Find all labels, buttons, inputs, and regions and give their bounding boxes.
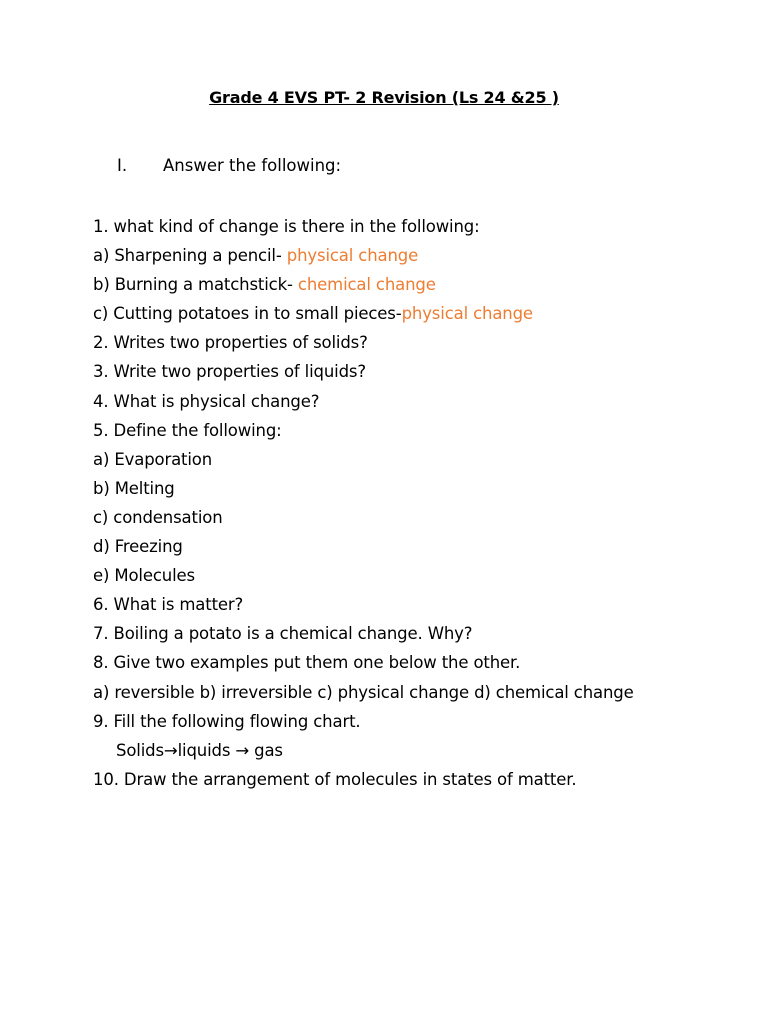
section-heading-text: Answer the following:	[163, 156, 342, 175]
question-text: 7. Boiling a potato is a chemical change. Why?	[93, 624, 473, 644]
section-number: I.	[117, 156, 128, 175]
document-title: Grade 4 EVS PT- 2 Revision (Ls 24 &25 )	[209, 88, 559, 107]
question-line	[93, 619, 634, 648]
question-line	[93, 328, 634, 357]
section-heading	[117, 156, 341, 175]
question-line	[93, 445, 634, 474]
question-line	[93, 561, 634, 590]
question-line	[93, 212, 634, 241]
question-list	[93, 212, 634, 794]
answer-text: physical change	[401, 304, 533, 324]
question-line	[93, 416, 634, 445]
answer-text: chemical change	[297, 275, 436, 295]
question-text: b) Burning a matchstick-	[93, 275, 298, 295]
question-line	[93, 474, 634, 503]
question-text: e) Molecules	[93, 566, 195, 586]
question-line	[93, 707, 634, 736]
question-text: 2. Writes two properties of solids?	[93, 333, 368, 353]
question-line	[93, 765, 634, 794]
question-text: 4. What is physical change?	[93, 391, 320, 411]
question-text: c) condensation	[93, 507, 223, 527]
question-line	[93, 590, 634, 619]
question-text: 8. Give two examples put them one below the other.	[93, 653, 521, 673]
question-text: 10. Draw the arrangement of molecules in states of matter.	[93, 769, 577, 789]
question-line	[93, 387, 634, 416]
question-text: c) Cutting potatoes in to small pieces-	[93, 304, 402, 324]
answer-text: physical change	[286, 246, 419, 266]
question-text: 6. What is matter?	[93, 595, 244, 615]
question-text: 1. what kind of change is there in the following:	[93, 217, 480, 236]
flow-chart-line	[93, 736, 634, 765]
question-text: 9. Fill the following flowing chart.	[93, 711, 361, 731]
question-text: 5. Define the following:	[93, 420, 282, 440]
question-line	[93, 241, 634, 270]
question-text: a) Evaporation	[93, 449, 213, 469]
question-text: d) Freezing	[93, 537, 183, 557]
question-text: a) reversible b) irreversible c) physical change d) chemical change	[93, 682, 634, 702]
question-line	[93, 532, 634, 561]
question-text: 3. Write two properties of liquids?	[93, 362, 366, 382]
question-line	[93, 357, 634, 386]
question-line	[93, 503, 634, 532]
question-line	[93, 270, 634, 299]
question-line	[93, 648, 634, 677]
question-line	[93, 299, 634, 328]
question-text: a) Sharpening a pencil-	[93, 246, 287, 266]
question-line	[93, 678, 634, 707]
question-text: Solids→liquids → gas	[116, 740, 283, 760]
question-text: b) Melting	[93, 478, 175, 498]
